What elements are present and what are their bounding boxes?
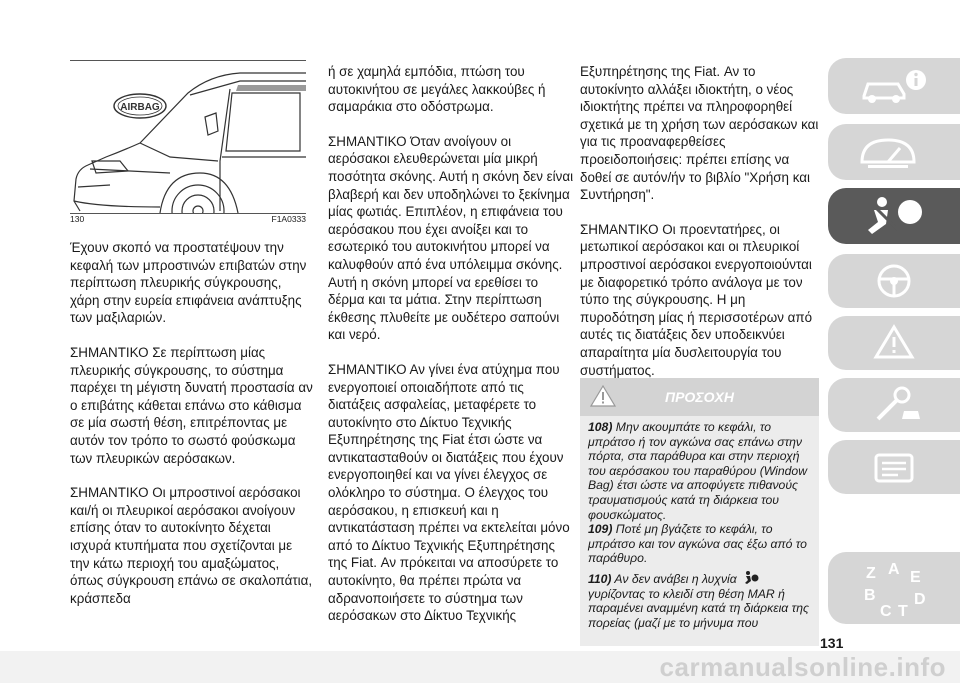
column-3 — [580, 63, 820, 396]
warning-triangle-icon — [858, 323, 930, 363]
svg-text:Z: Z — [866, 565, 876, 582]
svg-text:B: B — [864, 587, 876, 604]
warning-item — [580, 566, 819, 630]
technical-data-icon — [858, 447, 930, 487]
warning-title: ΠΡΟΣΟΧΗ — [665, 389, 734, 405]
tab-index[interactable] — [828, 552, 960, 624]
tab-emergency[interactable] — [828, 378, 960, 432]
paragraph: Έχουν σκοπό να προστατέψουν την κεφαλή των μπροστινών επιβατών στην περίπτωση πλευρικής σύγκρουσης, χάρη στην ευρεία επιφάνεια ανάπτυξης των μαξιλαριών. — [70, 240, 307, 326]
figure-van-airbag — [70, 60, 306, 214]
warning-item — [580, 416, 819, 522]
index-letters-icon — [852, 556, 936, 620]
column-1 — [70, 239, 314, 624]
seat-airbag-icon — [858, 194, 930, 238]
figure-number: 130 — [70, 214, 85, 224]
paragraph: ή σε χαμηλά εμπόδια, πτώση του αυτοκινήτου σε μεγάλες λακκούβες ή σαμαράκια στο οδόστρωμα. — [328, 64, 546, 115]
tab-knowing-vehicle[interactable] — [828, 58, 960, 114]
warning-item-text: Αν δεν ανάβει η λυχνία — [611, 571, 737, 586]
figure-caption — [70, 214, 306, 228]
tab-safety[interactable] — [828, 188, 960, 244]
paragraph: ΣΗΜΑΝΤΙΚΟ Αν γίνει ένα ατύχημα που ενεργοποιεί οποιαδήποτε από τις διατάξεις ασφαλείας, μεταφέρετε το αυτοκίνητο στο Δίκτυο Τεχνικής Εξυπηρέτησης της Fiat έτσι ώστε να αντικατασταθούν οι διατάξεις που έχουν ενεργοποιηθεί και να γίνει έλεγχος σε ολόκληρο το σύστημα. Ο έλεγχος του αερόσακου, η επισκευή και η αντικατάσταση πρέπει να εκτελείται μόνο από το Δίκτυο Τεχνικής Εξυπηρέτησης της Fiat. Αν πρόκειται να αποσύρετε το αυτοκίνητο, θα πρέπει πρώτα να αδρανοποιήσετε το σύστημα των αερόσακων στο Δίκτυο Τεχνικής — [328, 361, 570, 624]
paragraph: ΣΗΜΑΝΤΙΚΟ Οι μπροστινοί αερόσακοι και/ή οι πλευρικοί αερόσακοι ανοίγουν επίσης όταν το αυτοκίνητο δέχεται ισχυρά κτυπήματα που σχετίζονται με την κάτω περιοχή του αμαξώματος, όπως σύγκρουση επάνω σε σκαλοπάτια, κράσπεδα — [70, 485, 313, 606]
paragraph: Εξυπηρέτησης της Fiat. Αν το αυτοκίνητο αλλάξει ιδιοκτήτη, ο νέος ιδιοκτήτης πρέπει να πληροφορηθεί σχετικά με τη χρήση των αερόσακων και για τις προαναφερθείσες προειδοποιήσεις: πρέπει επίσης να δοθεί σε αυτόν/ήν το βιβλίο "Χρήση και Συντήρηση". — [580, 64, 819, 203]
warning-body — [580, 416, 819, 646]
warning-item-number: 108) — [588, 420, 613, 434]
page-number: 131 — [820, 635, 844, 651]
tab-warning-lights[interactable] — [828, 316, 960, 370]
warning-item-text: Μην ακουμπάτε το κεφάλι, το μπράτσο ή τον αγκώνα σας επάνω στην πόρτα, στα παράθυρα και στην περιοχή του αερόσακου του παραθύρου (Window Bag) έτσι ώστε να αποφύγετε πιθανούς τραυματισμούς κατά τη διάρκεια του φουσκώματος. — [588, 420, 808, 522]
tab-starting-driving[interactable] — [828, 254, 960, 308]
tab-dashboard[interactable] — [828, 124, 960, 180]
dashboard-gauge-icon — [858, 132, 930, 172]
steering-wheel-icon — [858, 261, 930, 301]
column-2 — [328, 63, 574, 642]
warning-item-text: Ποτέ μη βγάζετε το κεφάλι, το μπράτσο και τον αγκώνα σας έξω από το παράθυρο. — [588, 522, 807, 566]
airbag-badge-label: AIRBAG — [120, 102, 160, 113]
warning-item-number: 109) — [588, 522, 613, 537]
watermark-text: carmanualsonline.info — [659, 652, 946, 682]
paragraph: ΣΗΜΑΝΤΙΚΟ Όταν ανοίγουν οι αερόσακοι ελευθερώνεται μία μικρή ποσότητα σκόνης. Αυτή η σκόνη δεν είναι βλαβερή και δεν υποδηλώνει το ξεκίνημα μίας φωτιάς. Επιπλέον, η επιφάνεια του αερόσακου που έχει ανοίξει και το εσωτερικό του αυτοκινήτου μπορεί να καλυφθούν από ένα υπόλειμμα σκόνης. Αυτή η σκόνη μπορεί να ερεθίσει το δέρμα και τα μάτια. Στην περίπτωση έκθεσης πλυθείτε με ουδέτερο σαπούνι και νερό. — [328, 133, 574, 343]
watermark-band — [0, 651, 960, 683]
paragraph: ΣΗΜΑΝΤΙΚΟ Σε περίπτωση μίας πλευρικής σύγκρουσης, το σύστημα παρέχει τη μέγιστη δυνατή προστασία αν ο επιβάτης κάθεται επάνω στο κάθισμα σε μία σωστή θέση, επιτρέποντας με αυτόν τον τρόπο το σωστό φούσκωμα των πλευρικών αερόσακων. — [70, 344, 313, 466]
wrench-car-icon — [858, 385, 930, 425]
svg-text:D: D — [914, 591, 926, 608]
svg-text:T: T — [898, 603, 908, 620]
svg-text:E: E — [910, 569, 921, 586]
paragraph: ΣΗΜΑΝΤΙΚΟ Οι προεντατήρες, οι μετωπικοί αερόσακοι και οι πλευρικοί μπροστινοί αερόσακοι ενεργοποιούνται με διαφορετικό τρόπο ανάλογα με τον τύπο της σύγκρουσης. Η μη πυροδότηση μίας ή περισσοτέρων από αυτές τις διατάξεις δεν υποδεικνύει απαραίτητα μία δυσλειτουργία του συστήματος. — [580, 221, 813, 378]
van-illustration — [70, 61, 306, 213]
warning-header — [580, 378, 819, 416]
tab-maintenance[interactable] — [828, 440, 960, 494]
warning-item-number: 110) — [588, 571, 612, 586]
car-info-icon — [858, 66, 930, 106]
warning-item — [580, 522, 819, 566]
figure-code: F1A0333 — [271, 214, 306, 224]
svg-text:A: A — [888, 561, 900, 578]
svg-text:C: C — [880, 603, 892, 620]
warning-item-text: γυρίζοντας το κλειδί στη θέση MAR ή παραμένει αναμμένη κατά τη διάρκεια της πορείας (μαζί με το μήνυμα που — [588, 586, 809, 630]
airbag-warning-lamp-icon — [743, 570, 759, 586]
